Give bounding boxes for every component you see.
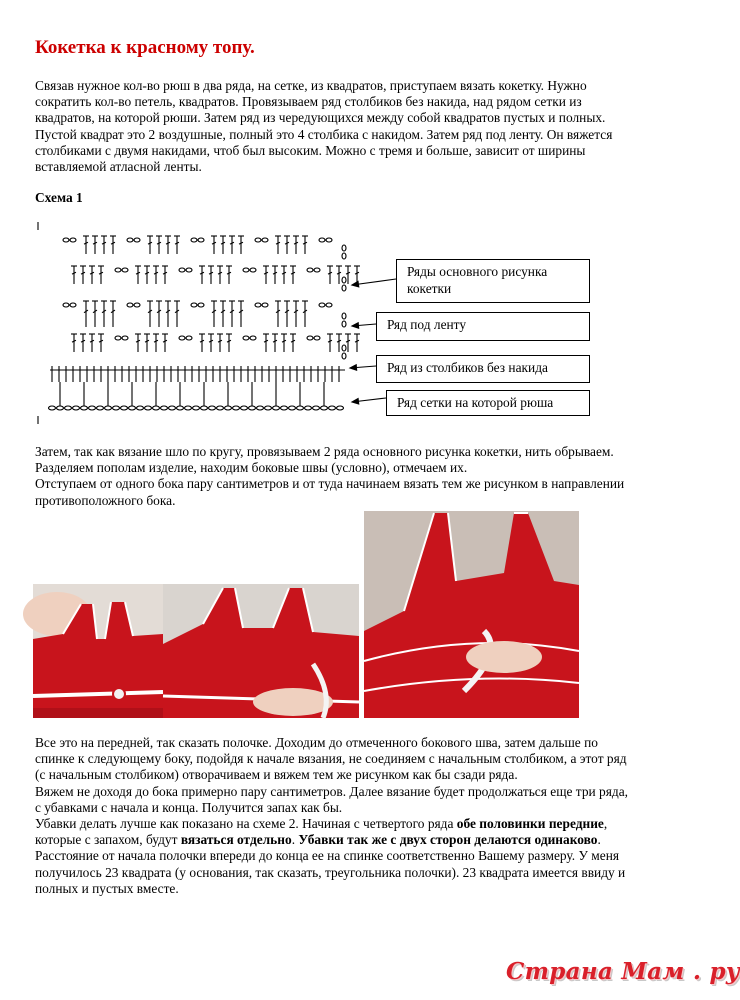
text-line: Расстояние от начала полочки впереди до конца ее на спинке соответственно Вашему размеру. У меня (35, 848, 620, 864)
chain-stitch-mark (342, 345, 346, 351)
chain-stitch-mark (70, 238, 76, 242)
chain-stitch-mark (191, 238, 197, 242)
chain-stitch-mark (329, 406, 336, 410)
text-line: Разделяем пополам изделие, находим боковые швы (условно), отмечаем их. (35, 460, 468, 476)
text-line: с убавками с начала и конца. Получится запах как бы. (35, 799, 343, 815)
chain-stitch-mark (186, 268, 192, 272)
chain-stitch-mark (225, 406, 232, 410)
crochet-diagram (30, 220, 430, 420)
chain-stitch-mark (342, 285, 346, 291)
chain-stitch-mark (342, 353, 346, 359)
chain-stitch-mark (241, 406, 248, 410)
text-line: Затем, так как вязание шло по кругу, провязываем 2 ряда основного рисунка кокетки, нить обрываем. (35, 444, 614, 459)
chain-stitch-mark (97, 406, 104, 410)
callout-main-pattern: Ряды основного рисунка кокетки (396, 259, 590, 303)
chain-stitch-mark (243, 336, 249, 340)
chain-stitch-mark (73, 406, 80, 410)
chain-stitch-mark (49, 406, 56, 410)
schema-1-label: Схема 1 (35, 190, 83, 205)
chain-stitch-mark (217, 406, 224, 410)
callout-mesh-row: Ряд сетки на которой рюша (386, 390, 590, 416)
text-line: Все это на передней, так сказать полочке. Доходим до отмеченного бокового шва, затем дальше по (35, 735, 598, 750)
chain-stitch-mark (105, 406, 112, 410)
chain-stitch-mark (191, 303, 197, 307)
chain-stitch-mark (314, 336, 320, 340)
text-line: спинке к следующему боку, подойдя к начале вязания, не соединяем с начальным столбиком, а этот ряд (35, 751, 627, 767)
text-line: столбиками с двумя накидами, чтоб был высоким. Можно с тремя и больше, зависит от ширины (35, 142, 586, 158)
chain-stitch-mark (127, 303, 133, 307)
text-bold: вязаться отдельно (180, 832, 292, 848)
paragraph-4 (35, 816, 675, 897)
chain-stitch-mark (81, 406, 88, 410)
arrow-head (352, 323, 359, 328)
chain-stitch-mark (307, 336, 313, 340)
chain-stitch-mark (281, 406, 288, 410)
page-title: Кокетка к красному топу. (35, 37, 255, 58)
chain-stitch-mark (342, 253, 346, 259)
chain-stitch-mark (250, 336, 256, 340)
chain-stitch-mark (134, 303, 140, 307)
chain-stitch-mark (257, 406, 264, 410)
chain-stitch-mark (342, 313, 346, 319)
chain-stitch-mark (273, 406, 280, 410)
chain-stitch-mark (177, 406, 184, 410)
text-line: (с начальным столбиком) отворачиваем и вяжем тем же рисунком как бы сзади ряда. (35, 767, 518, 783)
chain-stitch-mark (145, 406, 152, 410)
text-line: получилось 23 квадрата (у основания, так сказать, треугольника полочки). 23 квадрата имеется ввиду и (35, 864, 626, 880)
text-bold: Убавки так же с двух сторон делаются одинаково (298, 832, 598, 848)
paragraph-2 (35, 444, 675, 509)
chain-stitch-mark (122, 268, 128, 272)
chain-stitch-mark (153, 406, 160, 410)
chain-stitch-mark (65, 406, 72, 410)
callout-ribbon-row: Ряд под ленту (376, 312, 590, 341)
text-line: Отступаем от одного бока пару сантиметров и от туда начинаем вязать тем же рисунком в направлении (35, 476, 625, 492)
chain-stitch-mark (179, 268, 185, 272)
intro-paragraph (35, 78, 675, 175)
chain-stitch-mark (326, 238, 332, 242)
text-span: , (603, 816, 608, 831)
chain-stitch-mark (115, 336, 121, 340)
text-span: которые с запахом, будут (35, 832, 181, 848)
chain-stitch-mark (319, 238, 325, 242)
chain-stitch-mark (342, 245, 346, 251)
chain-stitch-mark (179, 336, 185, 340)
chain-stitch-mark (57, 406, 64, 410)
text-line: сократить кол-во петель, квадратов. Провязываем ряд столбиков без накида, над рядом сетки из (35, 94, 582, 110)
chain-stitch-mark (326, 303, 332, 307)
chain-stitch-mark (233, 406, 240, 410)
chain-stitch-mark (305, 406, 312, 410)
chain-stitch-mark (70, 303, 76, 307)
text-line: вставляемой атласной ленты. (35, 159, 202, 175)
text-span: Убавки делать лучше как показано на схеме 2. Начиная с четвертого ряда (35, 816, 457, 831)
chain-stitch-mark (193, 406, 200, 410)
text-span: . (291, 832, 299, 848)
arrow-head (352, 399, 359, 404)
chain-stitch-mark (265, 406, 272, 410)
chain-stitch-mark (161, 406, 168, 410)
chain-stitch-mark (342, 277, 346, 283)
chain-stitch-mark (342, 321, 346, 327)
chain-stitch-mark (134, 238, 140, 242)
photo-side-yoke (163, 584, 359, 718)
chain-stitch-mark (198, 303, 204, 307)
chain-stitch-mark (249, 406, 256, 410)
chain-stitch-mark (137, 406, 144, 410)
chain-stitch-mark (122, 336, 128, 340)
chain-stitch-mark (129, 406, 136, 410)
text-line: Вяжем не доходя до бока примерно пару сантиметров. Далее вязание будет продолжаться еще три ряда, (35, 783, 628, 799)
chain-stitch-mark (321, 406, 328, 410)
site-logo: Страна Мам . ру (506, 958, 740, 985)
chain-stitch-mark (243, 268, 249, 272)
callout-sc-row: Ряд из столбиков без накида (376, 355, 590, 383)
chain-stitch-mark (307, 268, 313, 272)
chain-stitch-mark (63, 303, 69, 307)
arrow-head (352, 281, 359, 286)
text-line: полных и пустых вместе. (35, 880, 179, 896)
text-line: Связав нужное кол-во рюш в два ряда, на сетке, из квадратов, приступаем вязать кокетку. Нужно (35, 78, 587, 93)
chain-stitch-mark (289, 406, 296, 410)
chain-stitch-mark (121, 406, 128, 410)
chain-stitch-mark (314, 268, 320, 272)
chain-stitch-mark (262, 238, 268, 242)
chain-stitch-mark (262, 303, 268, 307)
chain-stitch-mark (297, 406, 304, 410)
text-line (35, 832, 675, 848)
chain-stitch-mark (186, 336, 192, 340)
chain-stitch-mark (113, 406, 120, 410)
chain-stitch-mark (89, 406, 96, 410)
chain-stitch-mark (313, 406, 320, 410)
chain-stitch-mark (198, 238, 204, 242)
chain-stitch-mark (169, 406, 176, 410)
chain-stitch-mark (127, 238, 133, 242)
paragraph-3 (35, 735, 675, 816)
chain-stitch-mark (337, 406, 344, 410)
chain-stitch-mark (255, 238, 261, 242)
text-span: . (597, 832, 601, 848)
photo-front-yoke (33, 584, 163, 718)
chain-stitch-mark (255, 303, 261, 307)
chain-stitch-mark (319, 303, 325, 307)
text-line: Пустой квадрат это 2 воздушные, полный это 4 столбика с накидом. Затем ряд под ленту. Он вяжется (35, 126, 613, 142)
text-bold: обе половинки передние (456, 816, 604, 831)
photo-back-wrap (364, 511, 579, 718)
arrow-head (350, 365, 357, 370)
chain-stitch-mark (115, 268, 121, 272)
text-line (35, 816, 675, 832)
chain-stitch-mark (201, 406, 208, 410)
chain-stitch-mark (185, 406, 192, 410)
chain-stitch-mark (63, 238, 69, 242)
text-line: противоположного бока. (35, 492, 176, 508)
chain-stitch-mark (209, 406, 216, 410)
text-line: квадратов, на которой рюши. Затем ряд из чередующихся между собой квадратов пустых и полных. (35, 110, 606, 126)
chain-stitch-mark (250, 268, 256, 272)
